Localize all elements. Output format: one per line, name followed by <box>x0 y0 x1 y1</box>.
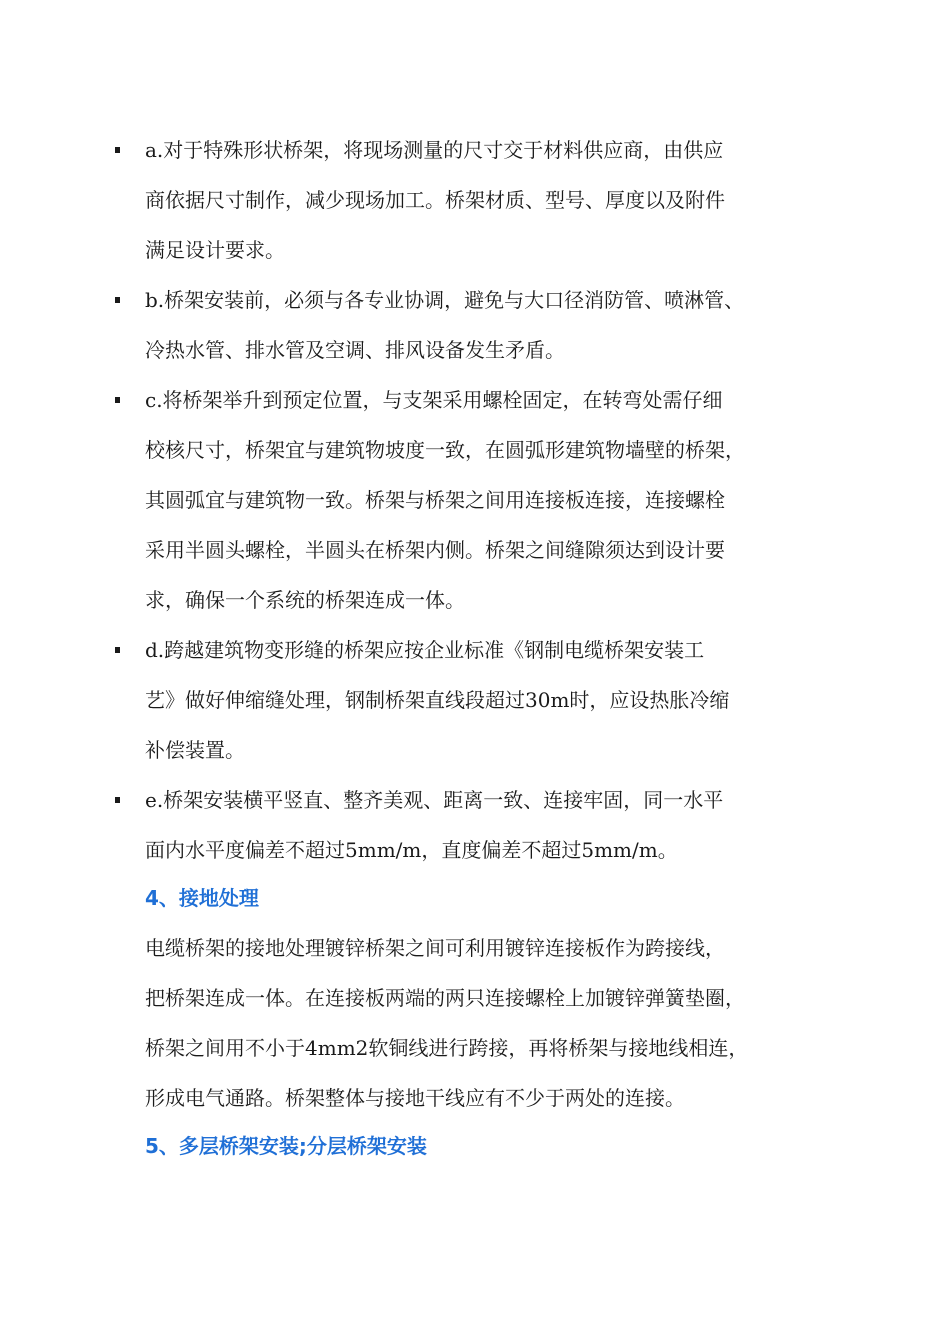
list-item-b <box>145 275 815 375</box>
list-item-d <box>145 625 815 775</box>
list-item-text: b.桥架安装前，必须与各专业协调，避免与大口径消防管、喷淋管、 冷热水管、排水管及空调、排风设备发生矛盾。 <box>145 288 745 362</box>
section-heading-multilayer: 5、多层桥架安装;分层桥架安装 <box>145 1134 427 1158</box>
list-item-text: c.将桥架举升到预定位置，与支架采用螺栓固定，在转弯处需仔细 校核尺寸，桥架宜与建筑物坡度一致，在圆弧形建筑物墙壁的桥架， 其圆弧宜与建筑物一致。桥架与桥架之间用连接板连接，连接螺栓 采用半圆头螺栓，半圆头在桥架内侧。桥架之间缝隙须达到设计要 求，确保一个系统的桥架连成一体。 <box>145 388 745 612</box>
list-item-a <box>145 125 815 275</box>
list-item-c <box>145 375 815 625</box>
list-item-text: e.桥架安装横平竖直、整齐美观、距离一致、连接牢固，同一水平 面内水平度偏差不超过5mm/m，直度偏差不超过5mm/m。 <box>145 788 724 862</box>
bullet-square-icon <box>115 797 120 803</box>
bullet-square-icon <box>115 647 120 653</box>
section-heading-grounding: 4、接地处理 <box>145 886 259 910</box>
bullet-square-icon <box>115 147 120 153</box>
bullet-square-icon <box>115 297 120 303</box>
bullet-square-icon <box>115 397 120 403</box>
section-paragraph-grounding: 电缆桥架的接地处理镀锌桥架之间可利用镀锌连接板作为跨接线， 把桥架连成一体。在连接板两端的两只连接螺栓上加镀锌弹簧垫圈， 桥架之间用不小于4mm2软铜线进行跨接，再将桥架与接地线相连， 形成电气通路。桥架整体与接地干线应有不少于两处的连接。 <box>145 936 749 1110</box>
list-item-text: a.对于特殊形状桥架，将现场测量的尺寸交于材料供应商，由供应 商依据尺寸制作，减少现场加工。桥架材质、型号、厚度以及附件 满足设计要求。 <box>145 138 725 262</box>
list-item-e <box>145 775 815 875</box>
list-item-text: d.跨越建筑物变形缝的桥架应按企业标准《钢制电缆桥架安装工 艺》做好伸缩缝处理，钢制桥架直线段超过30m时，应设热胀冷缩 补偿装置。 <box>145 638 730 762</box>
